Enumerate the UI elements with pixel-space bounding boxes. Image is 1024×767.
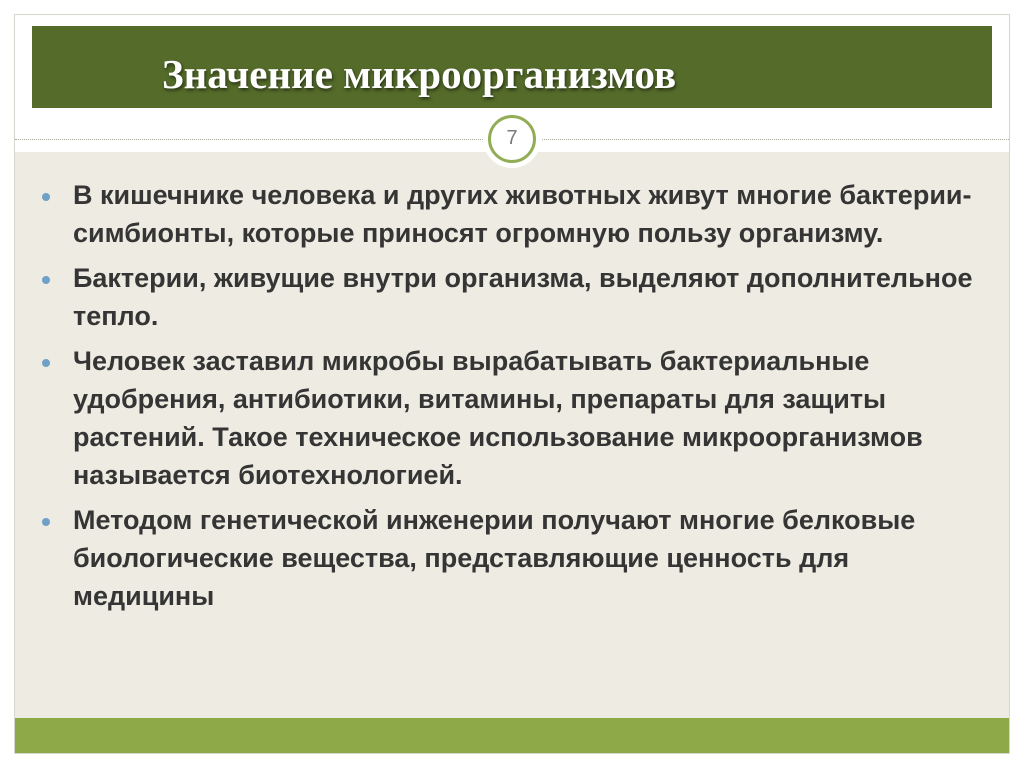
footer-bar — [15, 718, 1009, 753]
bullet-text: Человек заставил микробы вырабатывать бактериальные удобрения, антибиотики, витамины, препараты для защиты растений. Такое техническое использование микроорганизмов называется биотехнологией. — [73, 346, 923, 490]
bullet-item — [42, 176, 992, 252]
bullet-dot-icon — [42, 276, 50, 284]
bullet-text: Бактерии, живущие внутри организма, выделяют дополнительное тепло. — [73, 263, 973, 331]
bullet-dot-icon — [42, 193, 50, 201]
slide-title: Значение микроорганизмов — [162, 51, 677, 97]
bullet-item — [42, 259, 992, 335]
bullet-list — [42, 176, 992, 622]
bullet-dot-icon — [42, 518, 50, 526]
bullet-text: В кишечнике человека и других животных живут многие бактерии-симбионты, которые приносят огромную пользу организму. — [73, 180, 972, 248]
bullet-text: Методом генетической инженерии получают многие белковые биологические вещества, представляющие ценность для медицины — [73, 505, 916, 611]
slide-number: 7 — [488, 115, 536, 163]
bullet-item — [42, 342, 992, 494]
slide-number-badge — [483, 110, 541, 168]
bullet-dot-icon — [42, 359, 50, 367]
bullet-item — [42, 501, 992, 615]
